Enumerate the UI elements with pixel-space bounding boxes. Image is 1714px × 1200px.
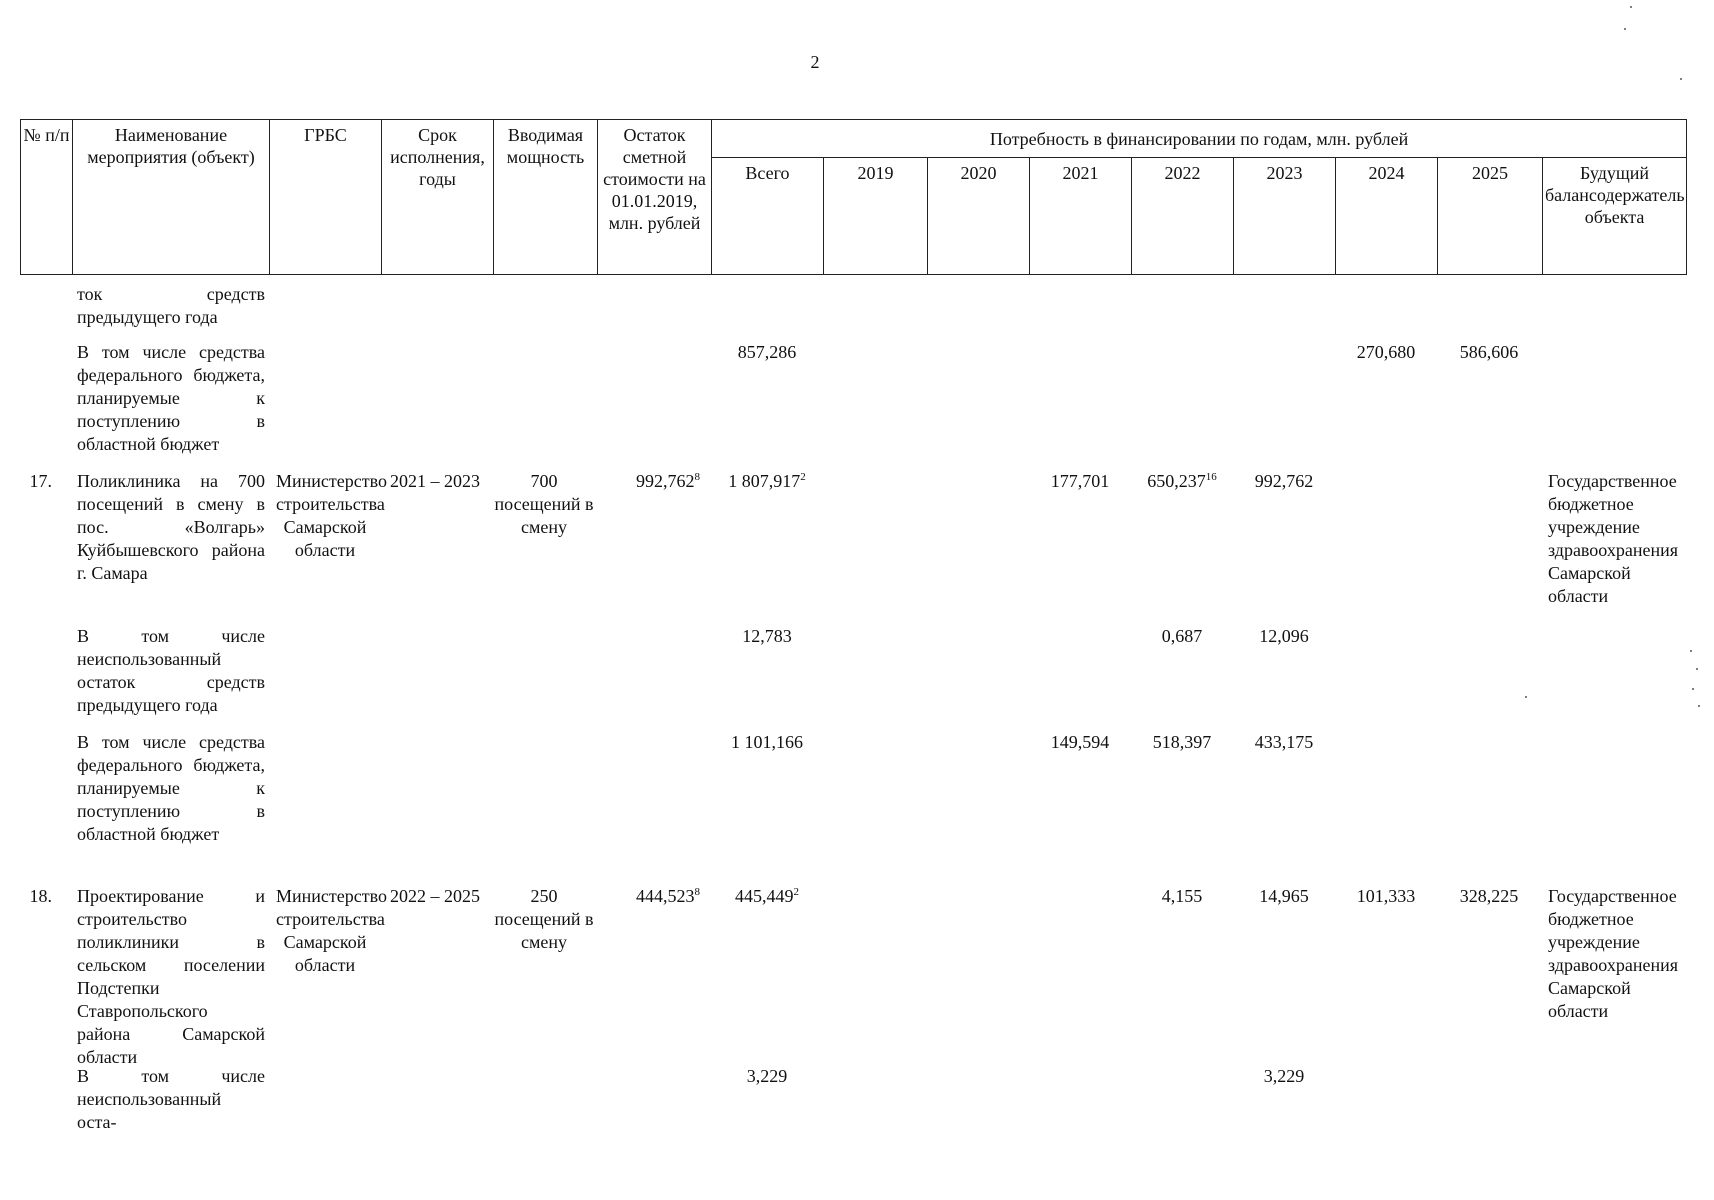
row-2024: 101,333 [1356, 886, 1416, 906]
row-2025: 328,225 [1459, 886, 1519, 906]
row-2023: 433,175 [1254, 732, 1314, 752]
header-year-2025: 2025 [1438, 158, 1543, 275]
header-holder: Будущий балансодержатель объекта [1543, 158, 1687, 275]
header-year-2020: 2020 [928, 158, 1030, 275]
footnote-mark: 8 [694, 886, 700, 898]
header-financing: Потребность в финансировании по годам, млн. рублей [712, 120, 1687, 158]
row-2022: 4,155 [1161, 886, 1203, 906]
row-number: 18. [29, 886, 52, 906]
row-total: 445,449$^2$ [735, 886, 799, 906]
row-2021: 149,594 [1050, 732, 1110, 752]
row-remainder: 992,762$^8$ [636, 471, 700, 491]
row-holder: Государственное бюджетное учреждение здравоохранения Самарской области [1548, 886, 1679, 1021]
row-2024: 270,680 [1356, 342, 1416, 362]
table-header [20, 119, 1687, 275]
row-name: ток средств предыдущего года [77, 284, 265, 327]
row-2021: 177,701 [1050, 471, 1110, 491]
header-year-2022: 2022 [1132, 158, 1234, 275]
header-year-2024: 2024 [1336, 158, 1438, 275]
page-number: 2 [810, 52, 820, 72]
header-year-2021: 2021 [1030, 158, 1132, 275]
row-2023: 14,965 [1259, 886, 1309, 906]
row-2023: 3,229 [1263, 1066, 1305, 1086]
row-name: В том числе неиспользованный остаток средств предыдущего года [77, 626, 265, 715]
header-name: Наименование мероприятия (объект) [73, 120, 270, 275]
header-capacity: Вводимая мощность [494, 120, 598, 275]
row-total: 1 101,166 [731, 732, 803, 752]
row-2023: 12,096 [1259, 626, 1309, 646]
header-total: Всего [712, 158, 824, 275]
header-year-2023: 2023 [1234, 158, 1336, 275]
header-remainder: Остаток сметной стоимости на 01.01.2019, млн. рублей [598, 120, 712, 275]
header-grbs: ГРБС [270, 120, 382, 275]
row-name: В том числе средства федерального бюджета, планируемые к поступлению в областной бюджет [77, 732, 265, 844]
header-year-2019: 2019 [824, 158, 928, 275]
footnote-mark: 2 [800, 471, 806, 483]
row-capacity: 250 посещений в смену [494, 886, 594, 952]
row-2025: 586,606 [1459, 342, 1519, 362]
row-2022: 650,237$^{16}$ [1147, 471, 1217, 491]
row-name: В том числе неиспользованный оста- [77, 1066, 265, 1132]
row-2023: 992,762 [1254, 471, 1314, 491]
row-total: 1 807,917$^2$ [728, 471, 806, 491]
row-number: 17. [29, 471, 52, 491]
header-num: № п/п [21, 120, 73, 275]
footnote-mark: 16 [1205, 471, 1217, 483]
row-grbs: Министерство строительства Самарской области [276, 471, 387, 560]
row-2022: 0,687 [1161, 626, 1203, 646]
row-2022: 518,397 [1152, 732, 1212, 752]
row-name: В том числе средства федерального бюджета, планируемые к поступлению в областной бюджет [77, 342, 265, 454]
row-capacity: 700 посещений в смену [494, 471, 594, 537]
header-term: Срок исполнения, годы [382, 120, 494, 275]
row-term: 2021 – 2023 [390, 471, 480, 491]
row-total: 857,286 [737, 342, 797, 362]
row-total: 12,783 [742, 626, 792, 646]
footnote-mark: 8 [694, 471, 700, 483]
row-term: 2022 – 2025 [390, 886, 480, 906]
row-name: Поликлиника на 700 посещений в смену в пос. «Волгарь» Куйбышевского района г. Самара [77, 471, 265, 583]
row-name: Проектирование и строительство поликлиники в сельском поселении Подстепки Ставропольского района Самарской области [77, 886, 265, 1067]
row-grbs: Министерство строительства Самарской области [276, 886, 387, 975]
row-remainder: 444,523$^8$ [636, 886, 700, 906]
row-holder: Государственное бюджетное учреждение здравоохранения Самарской области [1548, 471, 1679, 606]
footnote-mark: 2 [793, 886, 799, 898]
row-total: 3,229 [746, 1066, 788, 1086]
